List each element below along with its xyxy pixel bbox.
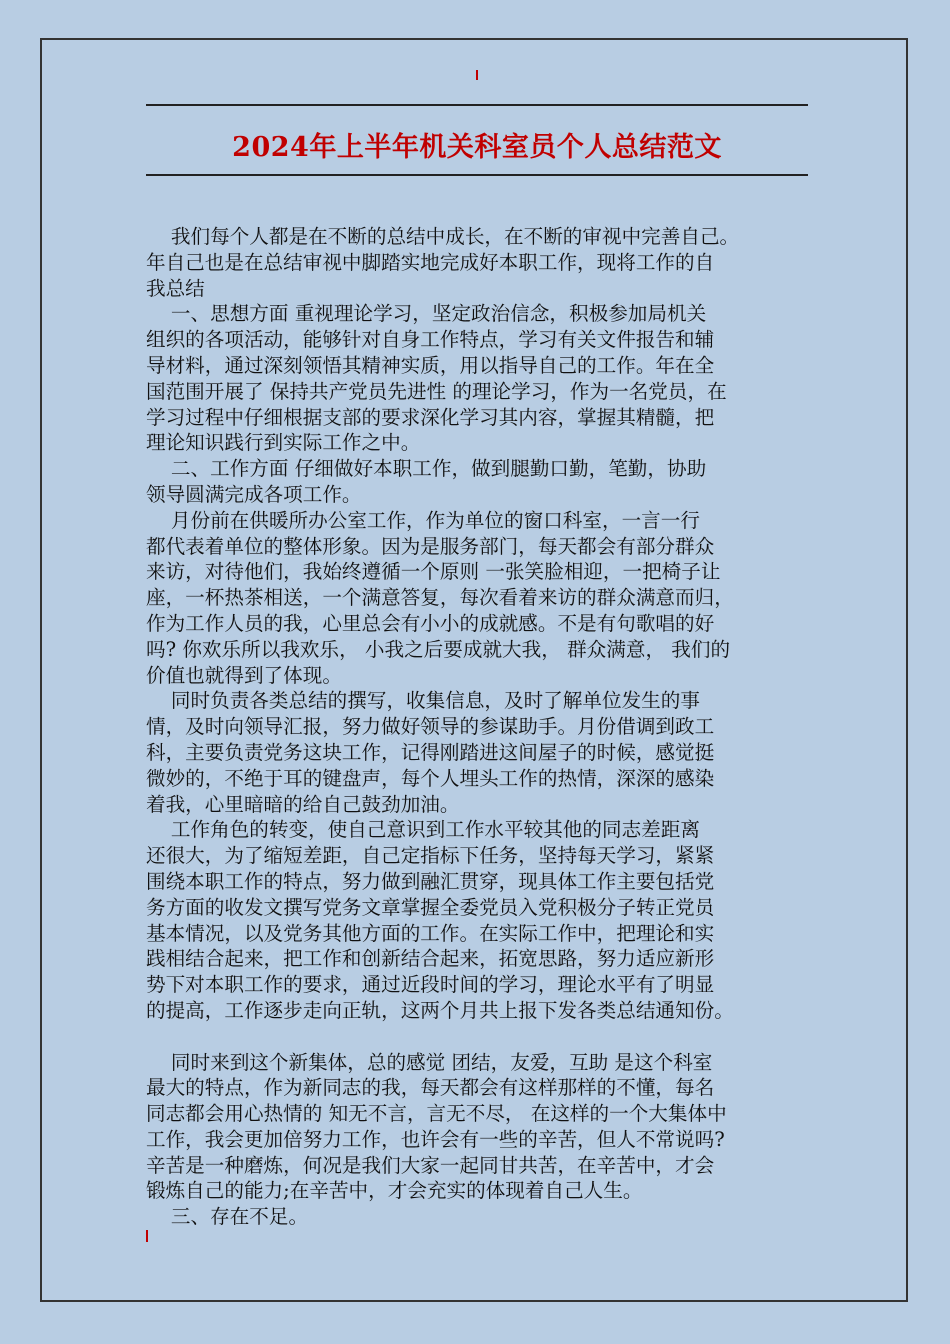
footer-mark (146, 1230, 148, 1242)
body-line: 锻炼自己的能力;在辛苦中，才会充实的体现着自己人生。 (146, 1179, 643, 1203)
body-line: 导材料，通过深刻领悟其精神实质，用以指导自己的工作。年在全 (146, 353, 715, 377)
body-line: 座，一杯热茶相送，一个满意答复，每次看着来访的群众满意而归， (146, 586, 734, 610)
document-body (146, 224, 818, 1230)
body-line: 理论知识践行到实际工作之中。 (146, 431, 421, 455)
body-line: 同时负责各类总结的撰写，收集信息，及时了解单位发生的事 (146, 689, 700, 713)
body-line: 组织的各项活动，能够针对自身工作特点，学习有关文件报告和辅 (146, 328, 715, 352)
body-line: 微妙的，不绝于耳的键盘声，每个人埋头工作的热情，深深的感染 (146, 766, 715, 790)
body-line: 辛苦是一种磨炼，何况是我们大家一起同甘共苦，在辛苦中，才会 (146, 1153, 715, 1177)
header-mark (476, 70, 478, 80)
body-line: 都代表着单位的整体形象。因为是服务部门，每天都会有部分群众 (146, 534, 715, 558)
body-line: 同时来到这个新集体，总的感觉 团结，友爱，互助 是这个科室 (146, 1050, 713, 1074)
body-line: 围绕本职工作的特点，努力做到融汇贯穿，现具体工作主要包括党 (146, 869, 715, 893)
document-page (40, 38, 908, 1302)
body-line: 学习过程中仔细根据支部的要求深化学习其内容，掌握其精髓，把 (146, 405, 715, 429)
body-line: 月份前在供暖所办公室工作，作为单位的窗口科室，一言一行 (146, 508, 700, 532)
body-line (146, 1024, 818, 1050)
body-line: 工作，我会更加倍努力工作，也许会有一些的辛苦，但人不常说吗? (146, 1127, 725, 1151)
body-line: 一、思想方面 重视理论学习，坚定政治信念，积极参加局机关 (146, 302, 707, 326)
body-line: 三、存在不足。 (146, 1205, 309, 1229)
body-line: 来访，对待他们，我始终遵循一个原则 一张笑脸相迎，一把椅子让 (146, 560, 721, 584)
body-line: 工作角色的转变，使自己意识到工作水平较其他的同志差距离 (146, 818, 700, 842)
body-line: 基本情况，以及党务其他方面的工作。在实际工作中，把理论和实 (146, 921, 715, 945)
body-line: 的提高，工作逐步走向正轨，这两个月共上报下发各类总结通知份。 (146, 998, 734, 1022)
body-line: 着我，心里暗暗的给自己鼓劲加油。 (146, 792, 460, 816)
body-line: 领导圆满完成各项工作。 (146, 482, 362, 506)
body-line: 同志都会用心热情的 知无不言，言无不尽， 在这样的一个大集体中 (146, 1102, 727, 1126)
body-line: 最大的特点，作为新同志的我，每天都会有这样那样的不懂，每名 (146, 1076, 715, 1100)
body-line: 还很大，为了缩短差距，自己定指标下任务，坚持每天学习，紧紧 (146, 844, 715, 868)
body-line: 科，主要负责党务这块工作，记得刚踏进这间屋子的时候，感觉挺 (146, 740, 715, 764)
title-top-rule (146, 104, 808, 106)
body-line: 吗? 你欢乐所以我欢乐， 小我之后要成就大我， 群众满意， 我们的 (146, 637, 731, 661)
document-title: 2024年上半年机关科室员个人总结范文 (232, 132, 722, 163)
body-line: 二、工作方面 仔细做好本职工作，做到腿勤口勤，笔勤，协助 (146, 457, 707, 481)
body-line: 我总结 (146, 276, 205, 300)
title-bottom-rule (146, 174, 808, 176)
body-line: 国范围开展了 保持共产党员先进性 的理论学习，作为一名党员，在 (146, 379, 727, 403)
body-line: 情，及时向领导汇报，努力做好领导的参谋助手。月份借调到政工 (146, 715, 715, 739)
body-line: 价值也就得到了体现。 (146, 663, 342, 687)
body-line: 年自己也是在总结审视中脚踏实地完成好本职工作，现将工作的自 (146, 250, 715, 274)
body-line: 作为工作人员的我，心里总会有小小的成就感。不是有句歌唱的好 (146, 611, 715, 635)
body-line: 我们每个人都是在不断的总结中成长，在不断的审视中完善自己。 (146, 225, 740, 248)
body-line: 势下对本职工作的要求，通过近段时间的学习，理论水平有了明显 (146, 973, 715, 997)
body-line: 务方面的收发文撰写党务文章掌握全委党员入党积极分子转正党员 (146, 895, 715, 919)
body-line: 践相结合起来，把工作和创新结合起来，拓宽思路，努力适应新形 (146, 947, 715, 971)
